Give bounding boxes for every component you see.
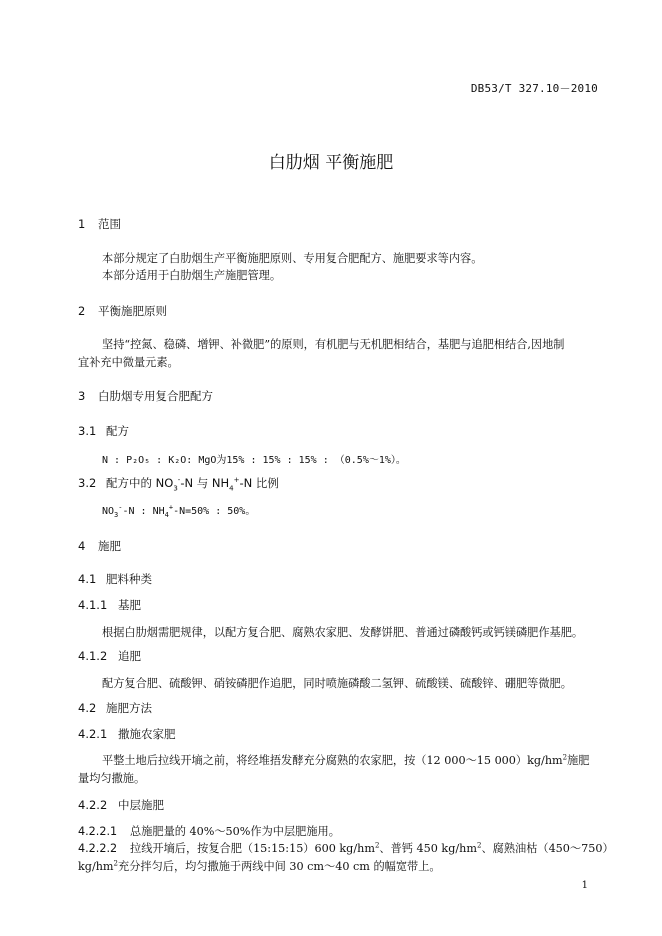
section-4-2-2-2-line-2: $kg/hm^2$充分拌匀后，均匀撒施于两线中间 30 cm～40 cm 的幅宽带上。	[78, 859, 441, 873]
standard-code: DB53/T 327.10－2010	[470, 82, 598, 95]
section-2-line-2: 宜补充中微量元素。	[78, 356, 179, 369]
page-number: 1	[581, 880, 588, 891]
section-4-heading: 4 施肥	[78, 539, 121, 553]
section-3-2-heading: 3.2 配方中的 $NO_3^--N$ 与 $NH_4^+-N$ 比例	[78, 476, 279, 493]
section-4-1-2-heading: 4.1.2 追肥	[78, 649, 141, 663]
ratio-text: $NO_3^--N$ : $NH_4^+-N=50\%$ : 50%。	[102, 503, 256, 519]
section-4-2-1-line-1: 平整土地后拉线开墒之前，将经堆捂发酵充分腐熟的农家肥，按（12 000～15 $000)kg/hm^2$施肥	[102, 753, 590, 767]
section-4-1-2-text: 配方复合肥、硫酸钾、硝铵磷肥作追肥，同时喷施磷酸二氢钾、硫酸镁、硫酸锌、硼肥等微肥。	[102, 677, 572, 690]
section-1-para-1: 本部分规定了白肋烟生产平衡施肥原则、专用复合肥配方、施肥要求等内容。	[102, 252, 483, 265]
section-4-1-1-heading: 4.1.1 基肥	[78, 598, 141, 612]
formula-text: N : P₂O₅ : K₂O: MgO为15% : 15% : 15% : （0.5%～1%）。	[102, 455, 406, 466]
section-2-heading: 2 平衡施肥原则	[78, 304, 167, 318]
section-4-2-heading: 4.2 施肥方法	[78, 701, 152, 715]
section-3-heading: 3 白肋烟专用复合肥配方	[78, 389, 213, 403]
section-1-heading: 1 范围	[78, 217, 121, 231]
section-4-2-2-heading: 4.2.2 中层施肥	[78, 798, 164, 812]
section-1-para-2: 本部分适用于白肋烟生产施肥管理。	[102, 269, 282, 282]
section-3-1-heading: 3.1 配方	[78, 424, 129, 438]
section-2-line-1: 坚持“控氮、稳磷、增钾、补微肥”的原则，有机肥与无机肥相结合，基肥与追肥相结合,因地制	[102, 338, 565, 351]
section-4-2-2-2-line-1: 4.2.2.2 拉线开墒后，按复合肥（15:15:15）600 $kg/hm^2$、普钙 450 $kg/hm^2$、腐熟油枯（450～750）	[78, 841, 614, 855]
section-4-2-1-line-2: 量均匀撒施。	[78, 772, 146, 785]
page-title: 白肋烟 平衡施肥	[268, 153, 394, 173]
section-4-2-1-heading: 4.2.1 撒施农家肥	[78, 727, 176, 741]
section-4-1-1-text: 根据白肋烟需肥规律，以配方复合肥、腐熟农家肥、发酵饼肥、普通过磷酸钙或钙镁磷肥作基肥。	[102, 626, 584, 639]
section-4-1-heading: 4.1 肥料种类	[78, 572, 152, 586]
section-4-2-2-1: 4.2.2.1 总施肥量的 40%～50%作为中层肥施用。	[78, 825, 340, 838]
